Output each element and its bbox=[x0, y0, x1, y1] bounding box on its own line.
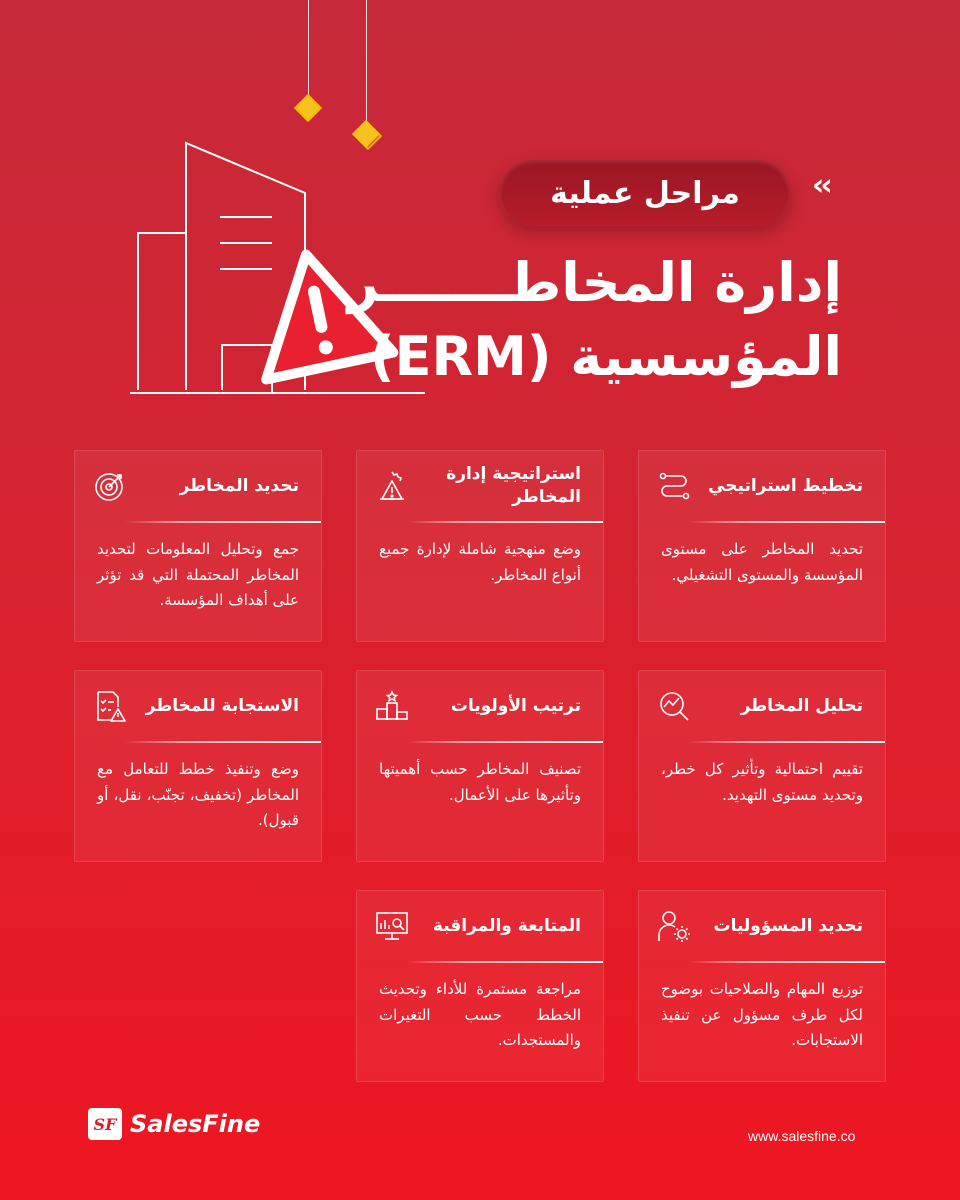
card-risk-response bbox=[74, 670, 322, 862]
card-body: تصنيف المخاطر حسب أهميتها وتأثيرها على الأعمال. bbox=[379, 760, 581, 804]
card-body: جمع وتحليل المعلومات لتحديد المخاطر المحتملة التي قد تؤثر على أهداف المؤسسة. bbox=[97, 540, 299, 609]
card-prioritization bbox=[356, 670, 604, 862]
card-responsibilities bbox=[638, 890, 886, 1082]
card-strategic-planning bbox=[638, 450, 886, 642]
route-icon bbox=[657, 469, 691, 503]
brand-name: SalesFine bbox=[130, 1110, 261, 1138]
podium-icon bbox=[375, 689, 409, 723]
card-divider bbox=[688, 961, 885, 963]
card-title: تحديد المخاطر bbox=[179, 475, 299, 496]
checklist-warning-icon bbox=[93, 689, 127, 723]
diamond-outline-decoration bbox=[294, 94, 322, 122]
card-title: ترتيب الأولويات bbox=[450, 695, 581, 716]
card-title: المتابعة والمراقبة bbox=[432, 915, 581, 936]
card-body: مراجعة مستمرة للأداء وتحديث الخطط حسب التغيرات والمستجدات. bbox=[379, 980, 581, 1049]
gear-warning-icon bbox=[375, 469, 409, 503]
card-risk-analysis bbox=[638, 670, 886, 862]
user-gear-icon bbox=[657, 909, 691, 943]
target-icon bbox=[93, 469, 127, 503]
card-title: الاستجابة للمخاطر bbox=[145, 695, 299, 716]
monitor-search-icon bbox=[375, 909, 409, 943]
page-title-line2: المؤسسية (ERM) bbox=[369, 325, 842, 388]
page-title-line1: إدارة المخاطـــــــر bbox=[347, 251, 842, 314]
card-divider bbox=[688, 741, 885, 743]
card-risk-identification bbox=[74, 450, 322, 642]
card-title: تحليل المخاطر bbox=[740, 695, 863, 716]
card-divider bbox=[124, 521, 321, 523]
chevrons-icon: ‹‹ bbox=[812, 168, 829, 203]
card-divider bbox=[406, 521, 603, 523]
card-body: وضع وتنفيذ خطط للتعامل مع المخاطر (تخفيف، تجنّب، نقل، أو قبول). bbox=[97, 760, 299, 829]
card-divider bbox=[406, 741, 603, 743]
card-risk-strategy bbox=[356, 450, 604, 642]
card-title: تخطيط استراتيجي bbox=[708, 475, 863, 496]
website-link[interactable]: www.salesfine.co bbox=[748, 1128, 856, 1144]
card-divider bbox=[406, 961, 603, 963]
card-body: توزيع المهام والصلاحيات بوضوح لكل طرف مسؤول عن تنفيذ الاستجابات. bbox=[661, 980, 863, 1049]
card-body: وضع منهجية شاملة لإدارة جميع أنواع المخاطر. bbox=[379, 540, 581, 584]
pill-label: مراحل عملية bbox=[550, 175, 740, 211]
hanging-line-right bbox=[366, 0, 367, 126]
card-divider bbox=[124, 741, 321, 743]
hanging-line-left bbox=[308, 0, 309, 100]
card-title: تحديد المسؤوليات bbox=[713, 915, 863, 936]
brand-logo bbox=[88, 1108, 260, 1140]
brand-mark: SF bbox=[88, 1108, 122, 1140]
card-monitoring bbox=[356, 890, 604, 1082]
analysis-icon bbox=[657, 689, 691, 723]
card-title: استراتيجية إدارة المخاطر bbox=[446, 464, 581, 507]
title-pill bbox=[500, 160, 790, 226]
card-divider bbox=[688, 521, 885, 523]
card-body: تحديد المخاطر على مستوى المؤسسة والمستوى التشغيلي. bbox=[661, 540, 863, 584]
card-body: تقييم احتمالية وتأثير كل خطر، وتحديد مستوى التهديد. bbox=[661, 760, 863, 804]
